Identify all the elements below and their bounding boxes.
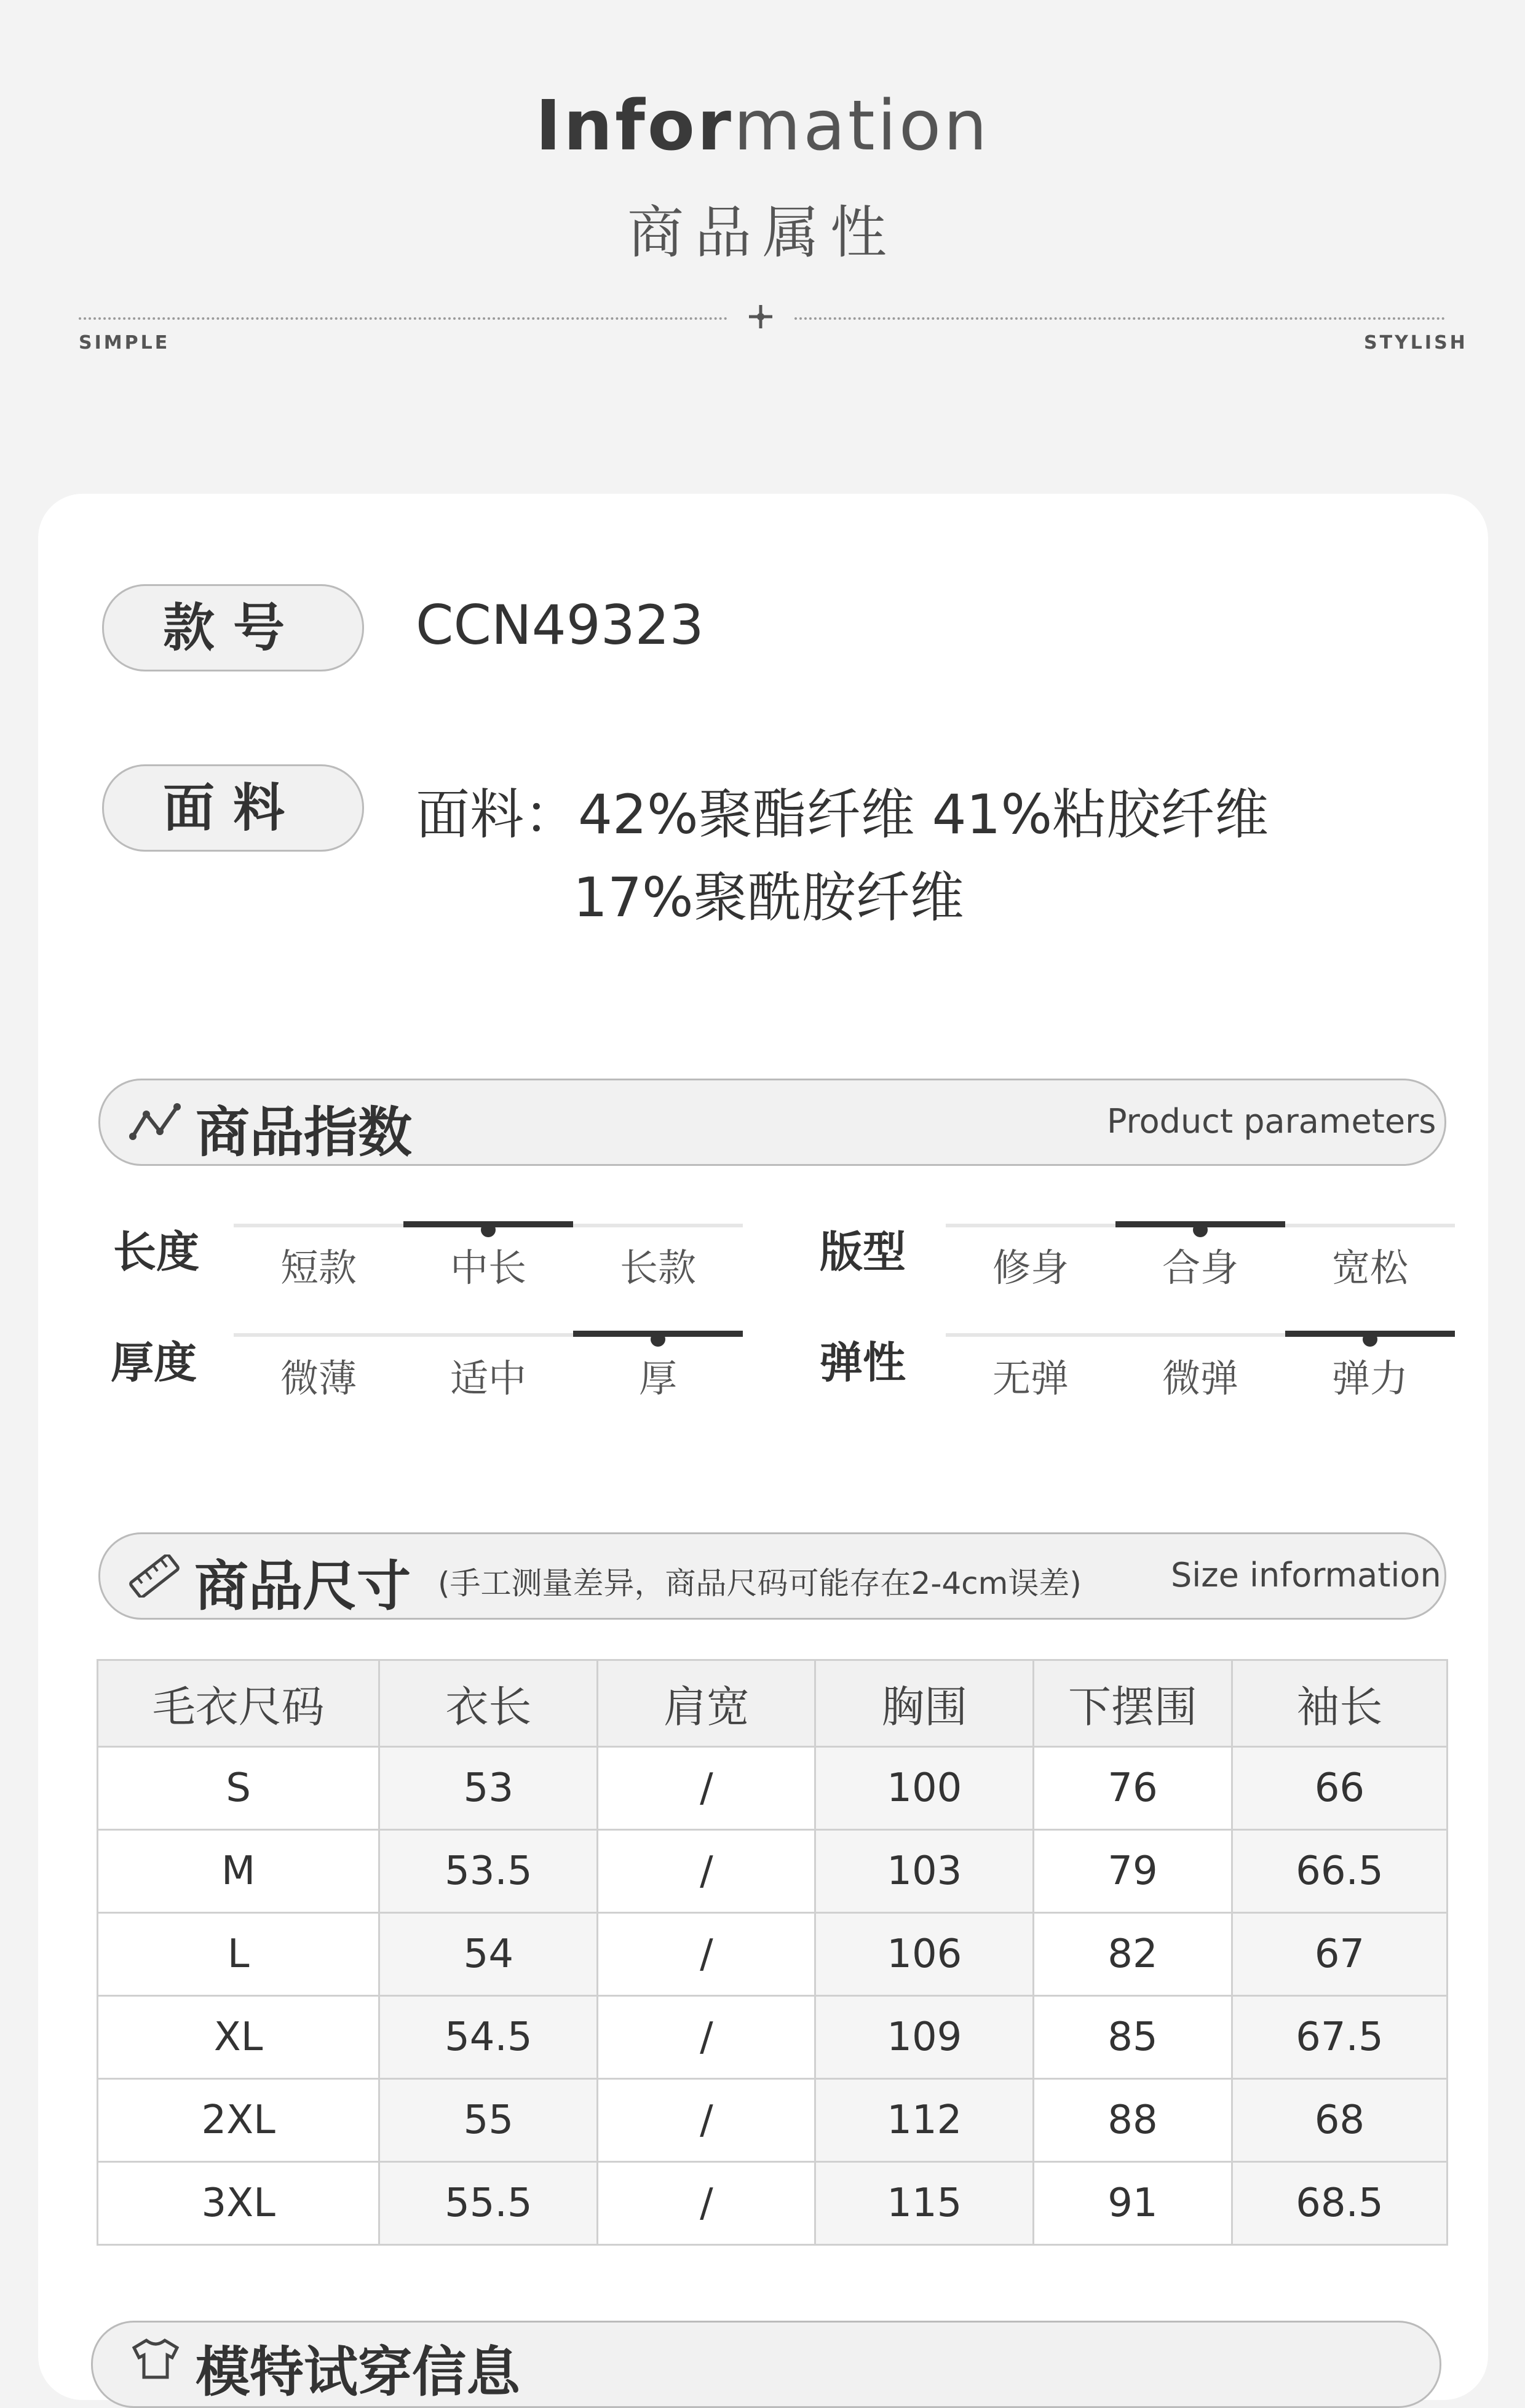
size-table-header-row (98, 1660, 1448, 1747)
param-label: 弹性 (820, 1337, 906, 1388)
table-cell: 2XL (98, 2079, 379, 2162)
table-row (98, 1913, 1448, 1996)
table-cell: M (98, 1830, 379, 1913)
table-cell: S (98, 1747, 379, 1830)
fabric-line-1: 面料：42%聚酯纤维 41%粘胶纤维 (416, 783, 1269, 846)
table-cell: 100 (815, 1747, 1034, 1830)
params-title: 商品指数 (196, 1101, 413, 1164)
crosshair-ornament-icon (745, 301, 776, 332)
params-subtitle-en: Product parameters (1107, 1102, 1436, 1141)
param-option: 厚 (638, 1356, 677, 1401)
param-option: 无弹 (992, 1356, 1069, 1401)
divider-right (794, 317, 1445, 320)
param-selected-marker (1193, 1222, 1208, 1237)
page-title-cn: 商品属性 (627, 200, 898, 266)
table-cell: 54.5 (379, 1996, 598, 2079)
table-cell: 68.5 (1232, 2162, 1447, 2245)
table-cell: / (598, 1830, 815, 1913)
param-label: 版型 (820, 1227, 906, 1277)
param-selected-marker (481, 1222, 496, 1237)
param-selected-marker (651, 1332, 665, 1347)
param-label: 厚度 (111, 1337, 197, 1388)
table-row (98, 2162, 1448, 2245)
table-cell: 68 (1232, 2079, 1447, 2162)
table-cell: 88 (1034, 2079, 1232, 2162)
table-cell: 112 (815, 2079, 1034, 2162)
param-label: 长度 (113, 1227, 199, 1277)
divider-left (79, 317, 727, 320)
table-cell: / (598, 1747, 815, 1830)
table-row (98, 1996, 1448, 2079)
param-option: 适中 (450, 1356, 526, 1401)
table-cell: 82 (1034, 1913, 1232, 1996)
table-cell: 79 (1034, 1830, 1232, 1913)
size-table-header: 下摆围 (1034, 1660, 1232, 1747)
table-cell: 106 (815, 1913, 1034, 1996)
tag-stylish: STYLISH (1364, 332, 1468, 354)
param-selected-marker (1363, 1332, 1377, 1347)
param-option: 长款 (619, 1245, 696, 1290)
table-cell: 66.5 (1232, 1830, 1447, 1913)
size-table (97, 1659, 1448, 2246)
table-cell: 55.5 (379, 2162, 598, 2245)
table-cell: / (598, 2079, 815, 2162)
ruler-icon (127, 1555, 182, 1598)
table-cell: / (598, 2162, 815, 2245)
tshirt-icon (128, 2337, 183, 2380)
table-cell: 66 (1232, 1747, 1447, 1830)
title-en-light: mation (734, 86, 990, 166)
table-cell: / (598, 1996, 815, 2079)
param-option: 微弹 (1162, 1356, 1238, 1401)
table-cell: 53 (379, 1747, 598, 1830)
table-cell: 3XL (98, 2162, 379, 2245)
table-cell: 67 (1232, 1913, 1447, 1996)
style-no-label: 款号 (102, 584, 364, 671)
param-option: 短款 (280, 1245, 357, 1290)
tag-simple: SIMPLE (79, 332, 170, 354)
style-no-value: CCN49323 (416, 593, 704, 657)
title-en-bold: Infor (535, 86, 734, 166)
param-option: 合身 (1162, 1245, 1238, 1290)
table-row (98, 1830, 1448, 1913)
size-subtitle-en: Size information (1171, 1556, 1441, 1594)
fabric-label: 面料 (102, 764, 364, 852)
page-title-en (0, 86, 1525, 166)
table-cell: 85 (1034, 1996, 1232, 2079)
param-option: 宽松 (1331, 1245, 1408, 1290)
fabric-line-2: 17%聚酰胺纤维 (573, 866, 964, 929)
table-cell: 91 (1034, 2162, 1232, 2245)
table-cell: 54 (379, 1913, 598, 1996)
table-cell: 53.5 (379, 1830, 598, 1913)
size-title: 商品尺寸 (194, 1555, 411, 1618)
size-table-header: 袖长 (1232, 1660, 1447, 1747)
param-option: 微薄 (280, 1356, 357, 1401)
param-option: 弹力 (1331, 1356, 1408, 1401)
param-option: 中长 (450, 1245, 526, 1290)
size-table-header: 肩宽 (598, 1660, 815, 1747)
trend-line-icon (129, 1101, 181, 1144)
size-table-header: 胸围 (815, 1660, 1034, 1747)
table-cell: 67.5 (1232, 1996, 1447, 2079)
table-cell: 103 (815, 1830, 1034, 1913)
size-table-header: 毛衣尺码 (98, 1660, 379, 1747)
table-cell: / (598, 1913, 815, 1996)
model-info-title: 模特试穿信息 (196, 2340, 521, 2404)
table-cell: 109 (815, 1996, 1034, 2079)
param-option: 修身 (992, 1245, 1069, 1290)
table-row (98, 2079, 1448, 2162)
table-cell: 76 (1034, 1747, 1232, 1830)
table-cell: XL (98, 1996, 379, 2079)
size-table-header: 衣长 (379, 1660, 598, 1747)
table-row (98, 1747, 1448, 1830)
table-cell: 115 (815, 2162, 1034, 2245)
table-cell: L (98, 1913, 379, 1996)
size-note: (手工测量差异，商品尺码可能存在2-4cm误差) (438, 1566, 1082, 1601)
table-cell: 55 (379, 2079, 598, 2162)
